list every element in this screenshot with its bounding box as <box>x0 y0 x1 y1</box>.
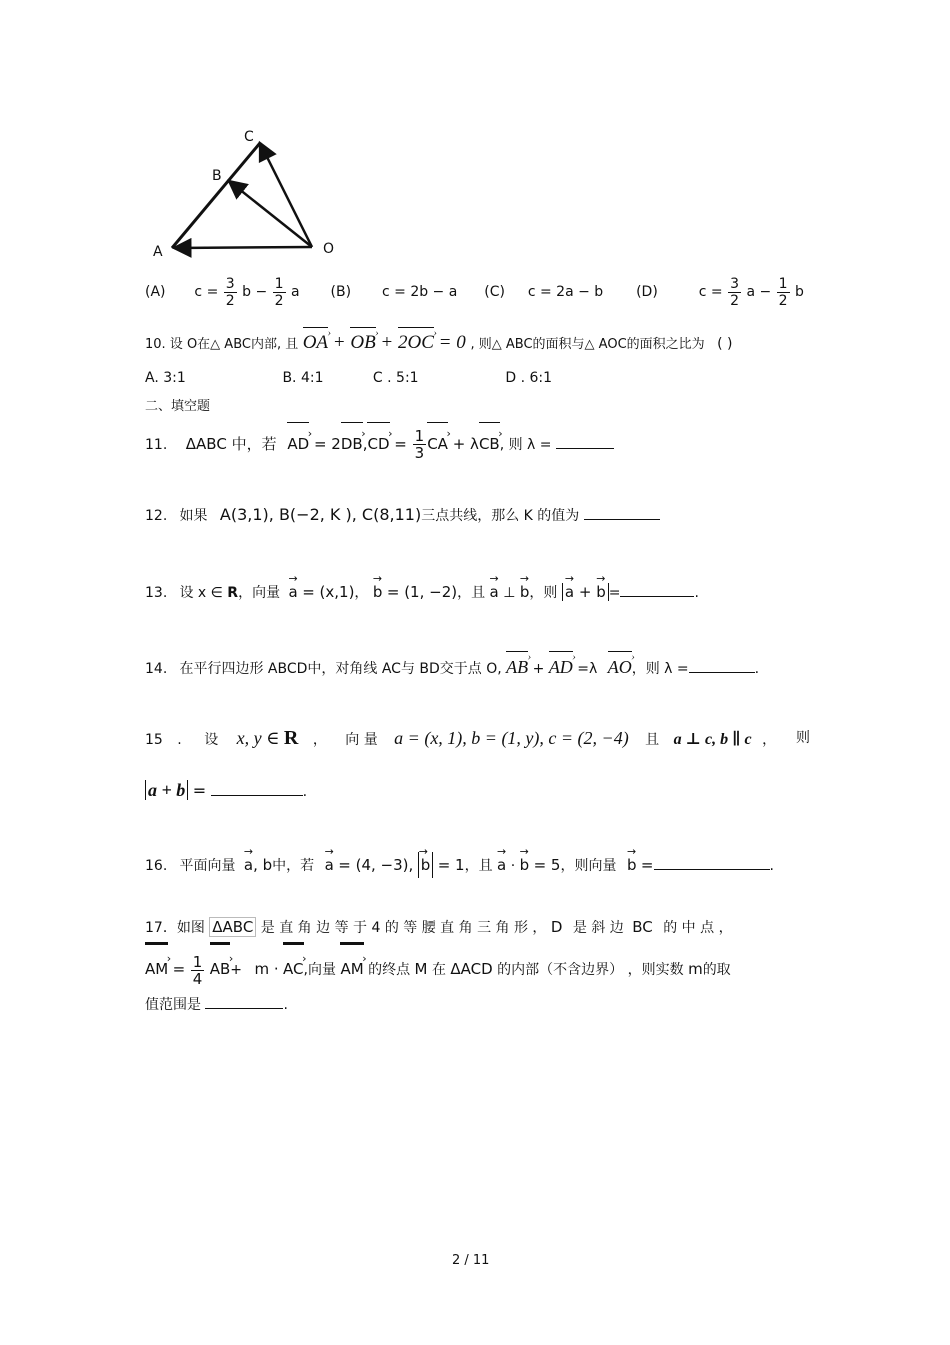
q14-vec-ab: AB › <box>506 651 528 681</box>
q13-answer-blank[interactable] <box>620 596 694 597</box>
q17-acd: ΔACD <box>450 960 493 978</box>
q12 <box>145 503 660 528</box>
q10-formula: OA › + OB › + 2OC › = 0 <box>303 332 471 353</box>
q13-text1: 设 x ∈ <box>179 585 223 601</box>
q17-line3: 值范围是 . <box>145 997 288 1013</box>
q16-abs-b-value: = 1 <box>437 856 465 874</box>
q12-number: 12. <box>145 508 168 524</box>
q12-points: A(3,1), B(−2, K ), C(8,11) <box>219 505 422 524</box>
q15-xy: x, y ∈ <box>236 728 280 748</box>
q15-comma2: ， <box>762 732 777 748</box>
q15-answer-blank[interactable] <box>211 795 303 796</box>
q11-vec-db: DB › <box>341 422 363 464</box>
q10-vec-oa: OA › <box>303 327 328 357</box>
q11-vec-cd: CD › <box>367 422 389 464</box>
q13-number: 13. <box>145 585 168 601</box>
q15-then: 则 <box>796 730 810 746</box>
q9-option-d-label: (D) <box>636 284 658 300</box>
q14-plus: + <box>532 661 545 677</box>
q17-intro: 17．如图 <box>145 920 205 936</box>
q17-eq: = <box>172 960 186 978</box>
q10-prefix: 10. 设 O在△ ABC内部, 且 <box>145 337 299 352</box>
q15-and: 且 <box>645 732 660 748</box>
q9-option-a-frac2: $\frac{1}{2}$ <box>274 275 284 309</box>
q17-fraction: $\frac{1}{4}$ <box>192 952 203 988</box>
q11-fraction: $\frac{1}{3}$ <box>414 427 425 462</box>
q17-text2: ,向量 <box>303 962 336 978</box>
q15-comma: ， <box>312 732 327 748</box>
q9-option-d-mid: a − <box>746 284 772 300</box>
q9-option-d-frac1: $\frac{3}{2}$ <box>730 275 739 309</box>
q16-number: 16. <box>145 858 168 874</box>
q9-option-d-frac2: $\frac{1}{2}$ <box>778 275 788 309</box>
q11-comma: , <box>362 435 368 453</box>
q16-text4: ，则向量 <box>560 858 617 874</box>
q16-text1: 平面向量 <box>179 858 236 874</box>
q9-option-a-end: a <box>291 284 300 300</box>
label-a: A <box>153 244 163 260</box>
q15-number: 15 <box>145 732 163 748</box>
segment-a-o <box>174 247 312 248</box>
q15-abs-expr: a + b <box>145 780 188 800</box>
q11-eq1: = 2 <box>313 435 341 453</box>
q11-plus-lambda: + λ <box>452 435 479 453</box>
q10-options <box>145 370 552 386</box>
q11 <box>145 422 614 465</box>
q13-a-value: = (x,1) <box>302 583 355 601</box>
q9-option-a-mid: b − <box>242 284 268 300</box>
q17-line1-text: 是 直 角 边 等 于 4 的 等 腰 直 角 三 角 形 ， <box>260 920 547 936</box>
q17-range-text: 值范围是 <box>145 997 201 1013</box>
q9-option-c-expr: c = 2a − b <box>527 284 604 300</box>
vector-triangle-figure <box>150 125 350 265</box>
q17-bc: BC <box>632 918 653 936</box>
q10-option-b: B. 4:1 <box>282 370 324 386</box>
q12-text1: 如果 <box>179 508 208 524</box>
q11-answer-blank[interactable] <box>556 448 614 449</box>
q11-number: 11. <box>145 437 168 453</box>
q13-abs-sum: → a + → b <box>562 583 609 601</box>
vector-ob <box>229 181 312 247</box>
q15-line1 <box>145 725 810 753</box>
q9-option-c-label: (C) <box>484 284 505 300</box>
q14-vec-ad: AD › <box>549 651 573 681</box>
page-number: 2 / 11 <box>452 1253 490 1268</box>
q9-option-a-label: (A) <box>145 284 166 300</box>
q17-text3: 的终点 <box>368 962 411 978</box>
q10-vec-ob: OB › <box>350 327 375 357</box>
q17-plus: + <box>230 962 242 978</box>
q17-line2 <box>145 942 731 993</box>
q15-set: 设 <box>204 732 219 748</box>
q12-answer-blank[interactable] <box>584 519 660 520</box>
q15-dot: . <box>177 732 182 748</box>
q9-option-b-label: (B) <box>330 284 352 300</box>
q14-number: 14. <box>145 661 168 677</box>
q17-m2: m <box>688 960 703 978</box>
q17-vec-am: AM › <box>145 942 168 992</box>
q13-text5: = <box>608 585 621 601</box>
q12-text2: 三点共线，那么 K 的值为 <box>421 508 580 524</box>
q16-vec-a: → a <box>325 852 334 878</box>
q13-perp-a: → a <box>490 580 499 604</box>
q14-text2: ，则 λ = <box>631 661 689 677</box>
q10-vec-2oc: 2OC › <box>398 327 434 357</box>
q10-option-d: D . 6:1 <box>505 370 553 386</box>
q9-option-a-frac1: $\frac{3}{2}$ <box>225 275 235 309</box>
label-c: C <box>244 129 254 145</box>
q10-stem <box>145 327 732 359</box>
q10-option-a: A. 3:1 <box>145 370 186 386</box>
q16: 16. 平面向量 → a, b中，若 → a = (4, −3), → b = 1，且 → a · → b = 5，则向量 → b = . <box>145 852 774 879</box>
q14-text1: 在平行四边形 ABCD中，对角线 AC与 BD交于点 O, <box>179 661 502 677</box>
q16-vec-b-final: → b <box>627 852 637 878</box>
q11-vec-ad: AD › <box>287 422 309 464</box>
q11-vec-cb: CB › <box>479 422 500 464</box>
q16-text3: ，且 <box>464 858 493 874</box>
q17-point-m: M <box>414 960 428 978</box>
q15-line2: a + b = . <box>145 776 307 806</box>
q14: 14. 在平行四边形 ABCD中，对角线 AC与 BD交于点 O, AB › + AD › =λ AO ›，则 λ = . <box>145 651 759 683</box>
label-o: O <box>323 241 335 257</box>
q13-real-set: R <box>227 585 239 601</box>
q10-paren: ( ) <box>717 336 733 352</box>
q15-condition: a ⊥ c, b ∥ c <box>673 731 752 748</box>
label-b: B <box>212 168 222 184</box>
q14-answer-blank[interactable] <box>689 672 755 673</box>
q15-vectors: a = (x, 1), b = (1, y), c = (2, −4) <box>394 728 629 748</box>
q13-vec-b: → b <box>373 580 383 604</box>
q13-b-value: = (1, −2) <box>386 583 458 601</box>
q11-eq2: = <box>394 435 407 453</box>
q13-text2: ，向量 <box>238 585 281 601</box>
q10-suffix: , 则△ ABC的面积与△ AOC的面积之比为 <box>470 337 705 352</box>
q17-vec-am2: AM › <box>340 942 363 992</box>
q9-option-d-lhs: c = <box>698 284 723 300</box>
q17-vec-ac: AC › <box>283 942 303 992</box>
q17-hypotenuse: 是 斜 边 <box>572 920 624 936</box>
q11-tail: , 则 λ = <box>499 437 552 453</box>
q9-options <box>145 270 804 320</box>
q17-point-d: D <box>550 918 563 936</box>
q13-perp-symbol: ⊥ <box>503 585 516 601</box>
q17-answer-blank[interactable] <box>205 1008 283 1009</box>
q17-midpoint: 的 中 点 ， <box>663 920 733 936</box>
q16-dot-symbol: · <box>510 858 516 874</box>
q16-dot-a: → a <box>497 852 506 878</box>
q13-text3: ，且 <box>457 585 486 601</box>
q9-option-a-lhs: c = <box>194 284 219 300</box>
q17-m-dot: m · <box>254 960 279 978</box>
q13-text4: ，则 <box>529 585 558 601</box>
q13: 13. 设 x ∈ R，向量 → a = (x,1)， → b = (1, −2)，且 → a ⊥ → b，则 → a + → b = . <box>145 580 699 605</box>
q16-answer-blank[interactable] <box>654 869 770 870</box>
q15-eq: = <box>192 781 207 800</box>
q14-eq-lambda: =λ <box>577 661 598 677</box>
q16-a-value: = (4, −3), <box>338 856 414 874</box>
q9-option-b-expr: c = 2b − a <box>381 284 458 300</box>
q11-vec-ca: CA › <box>427 422 448 464</box>
q16-dot-value: = 5 <box>533 856 561 874</box>
q14-vec-ao: AO › <box>608 651 632 681</box>
q10-option-c: C . 5:1 <box>372 370 419 386</box>
q16-abs-b: → b <box>418 852 434 878</box>
q16-eq: = <box>640 856 654 874</box>
q17-text6: 的取 <box>702 962 731 978</box>
q11-triangle-text: ΔABC 中，若 <box>185 435 277 453</box>
q17-text5: 的内部（不含边界） ，则实数 <box>497 962 684 978</box>
q16-vec-ab: → a, b <box>244 852 272 878</box>
q17-vec-ab: AB › <box>210 942 231 992</box>
q16-dot-b: → b <box>520 852 530 878</box>
q13-vec-a: → a <box>289 580 298 604</box>
q17-text4: 在 <box>431 962 446 978</box>
q13-perp-b: → b <box>520 580 530 604</box>
q9-option-d-end: b <box>795 284 804 300</box>
q15-real-set: R <box>283 727 299 749</box>
vector-oc <box>260 143 312 247</box>
q10-formula-rest: = 0 <box>438 332 466 353</box>
q17-triangle: ΔABC <box>209 917 256 937</box>
section-heading-fill-in: 二、填空题 <box>145 399 211 414</box>
q16-text2: 中，若 <box>272 858 315 874</box>
q15-vector-word: 向 量 <box>345 732 378 748</box>
